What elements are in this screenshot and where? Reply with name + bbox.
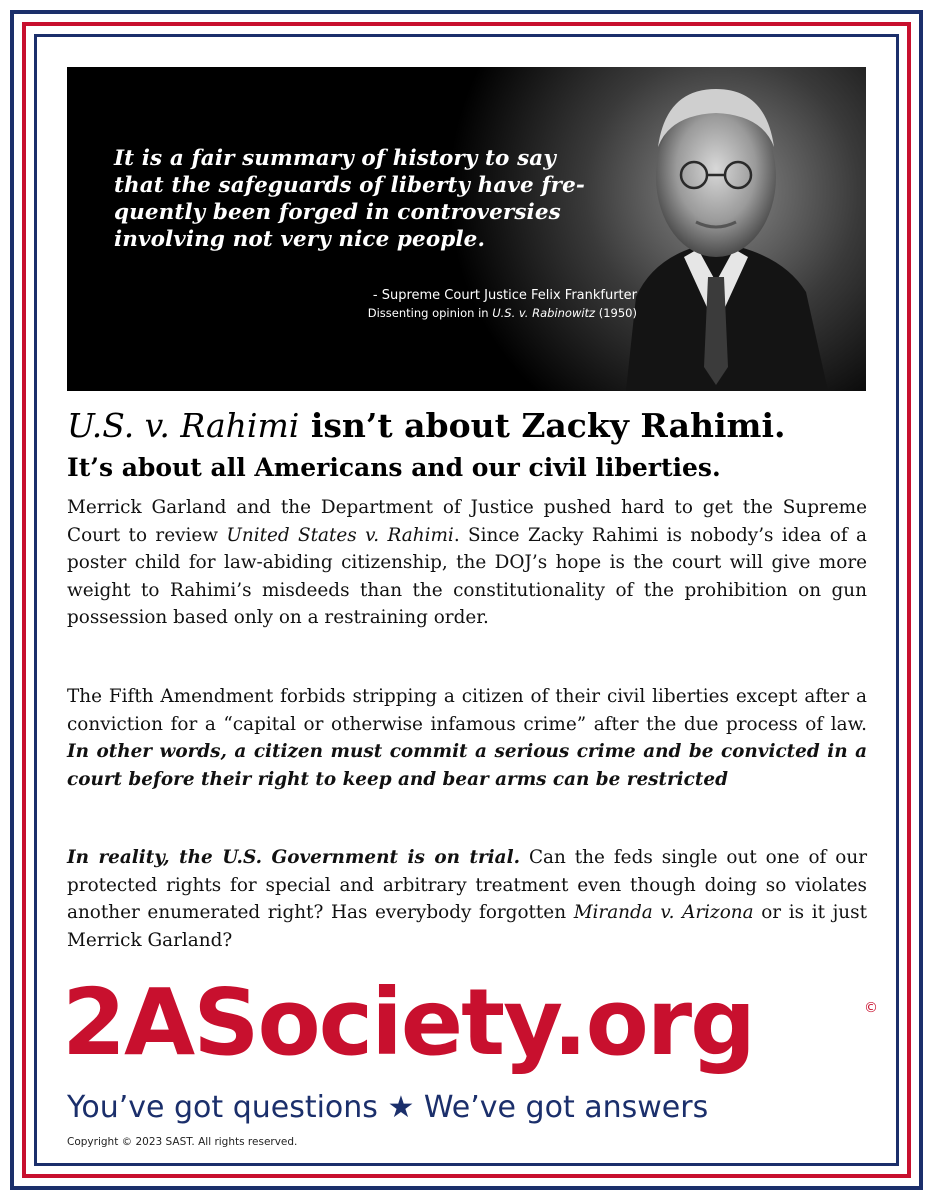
p2-text: The Fifth Amendment forbids stripping a citizen of their civil liberties except after a conviction for a “capital or otherwise infamous crime” after the due process of law.: [67, 686, 867, 735]
quote-banner: [67, 67, 866, 391]
quote-line: involving not very nice people.: [114, 227, 486, 252]
opinion-prefix: Dissenting opinion in: [367, 306, 489, 320]
p3-case-name: Miranda v. Arizona: [573, 902, 754, 923]
frankfurter-quote: [114, 145, 654, 253]
p3-emphasis: In reality, the U.S. Government is on trial.: [67, 847, 520, 868]
quote-line: quently been forged in controversies: [114, 200, 561, 225]
p1-case-name: United States v. Rahimi: [226, 524, 454, 546]
p1-text-a: Merrick Garland and the Department of Justice pushed hard to get the Supreme Court to review: [67, 497, 867, 546]
quote-line: that the safeguards of liberty have fre-: [114, 173, 585, 198]
attribution-name: - Supreme Court Justice Felix Frankfurter: [372, 288, 637, 303]
brand-logo-text[interactable]: 2ASociety.org: [62, 969, 755, 1076]
quote-attribution: [217, 287, 637, 321]
opinion-year: (1950): [598, 306, 637, 320]
headline-rest: isn’t about Zacky Rahimi.: [299, 406, 786, 445]
paragraph-2: [67, 683, 867, 793]
quote-line: It is a fair summary of history to say: [114, 146, 556, 171]
subheadline: It’s about all Americans and our civil liberties.: [67, 453, 721, 482]
copyright-notice: Copyright © 2023 SAST. All rights reserved.: [67, 1136, 298, 1148]
paragraph-3: [67, 844, 867, 954]
copyright-symbol: ©: [864, 1000, 878, 1016]
p1-text-b: . Since Zacky Rahimi is nobody’s idea of a poster child for law-abiding citizenship, the DOJ’s hope is the court will give more weight to Rahimi’s misdeeds than the constitutionality of the prohibition on gun possession based only on a restraining order.: [67, 524, 867, 628]
p2-emphasis: In other words, a citizen must commit a serious crime and be convicted in a court before their right to keep and bear arms can be restricted: [67, 741, 867, 790]
headline: [67, 406, 867, 446]
opinion-case: U.S. v. Rabinowitz: [492, 306, 596, 320]
paragraph-1: [67, 494, 867, 632]
p3-text-a: Can the feds single out one of our protected rights for special and arbitrary treatment even though doing so violates another enumerated right? Has everybody forgotten: [67, 847, 868, 923]
attribution-opinion: [217, 305, 637, 321]
headline-case: U.S. v. Rahimi: [67, 406, 300, 445]
p3-text-b: or is it just Merrick Garland?: [67, 902, 867, 951]
brand-tagline: You’ve got questions ★ We’ve got answers: [67, 1090, 709, 1125]
